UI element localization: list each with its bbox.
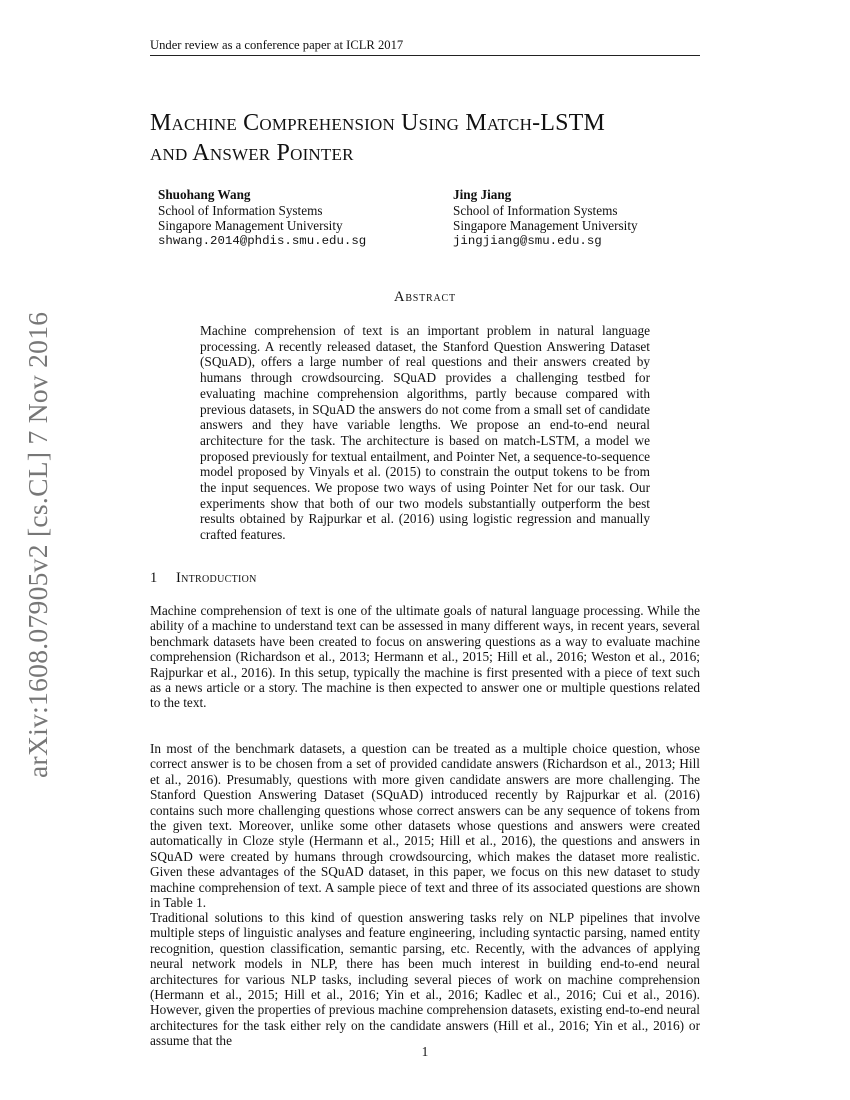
author-block (453, 187, 713, 249)
abstract-heading: Abstract (394, 289, 456, 305)
running-header: Under review as a conference paper at ICLR 2017 (150, 38, 404, 52)
author-email: jingjiang@smu.edu.sg (453, 233, 602, 248)
author-block (158, 187, 438, 249)
section-title: Introduction (176, 570, 257, 586)
author-affiliation: School of Information Systems (158, 202, 323, 218)
body-paragraph: Machine comprehension of text is one of the ultimate goals of natural language processing. While the ability of a machine to understand text can be assessed in many different ways, in recent years, several benchmark datasets have been created to focus on answering questions as a way to evaluate machine comprehension (Richardson et al., 2013; Hermann et al., 2015; Hill et al., 2016; Weston et al., 2016; Rajpurkar et al., 2016). In this setup, typically the machine is first presented with a piece of text such as a news article or a story. The machine is then expected to answer one or multiple questions related to the text. (150, 603, 700, 711)
body-paragraph: Traditional solutions to this kind of question answering tasks rely on NLP pipelines that involve multiple steps of linguistic analyses and feature engineering, including syntactic parsing, named entity recognition, question classification, semantic parsing, etc. Recently, with the advances of applying neural network models in NLP, there has been much interest in building end-to-end neural architectures for various NLP tasks, including several pieces of work on machine comprehension (Hermann et al., 2015; Hill et al., 2016; Yin et al., 2016; Kadlec et al., 2016; Cui et al., 2016). However, given the properties of previous machine comprehension datasets, existing end-to-end neural architectures for the task either rely on the candidate answers (Hill et al., 2016; Yin et al., 2016) or assume that the (150, 910, 700, 1049)
paper-title (150, 108, 710, 168)
author-institution: Singapore Management University (453, 218, 638, 233)
header-rule (150, 55, 700, 56)
arxiv-stamp: arXiv:1608.07905v2 [cs.CL] 7 Nov 2016 (22, 311, 53, 778)
page-number: 1 (421, 1044, 429, 1059)
author-institution: Singapore Management University (158, 218, 343, 233)
author-email: shwang.2014@phdis.smu.edu.sg (158, 233, 367, 248)
author-name: Shuohang Wang (158, 187, 251, 202)
body-paragraph: In most of the benchmark datasets, a question can be treated as a multiple choice question, whose correct answer is to be chosen from a set of provided candidate answers (Richardson et al., 2013; Hill et al., 2016). Presumably, questions with more given candidate answers are more challenging. The Stanford Question Answering Dataset (SQuAD) introduced recently by Rajpurkar et al. (2016) contains such more challenging questions whose correct answers can be any sequence of tokens from the given text. Moreover, unlike some other datasets whose questions and answers were created automatically in Cloze style (Hermann et al., 2015; Hill et al., 2016), the questions and answers in SQuAD were created by humans through crowdsourcing, which makes the dataset more realistic. Given these advantages of the SQuAD dataset, in this paper, we focus on this new dataset to study machine comprehension of text. A sample piece of text and three of its associated questions are shown in Table 1. (150, 741, 700, 911)
title-line-2: and Answer Pointer (150, 140, 354, 166)
section-heading (150, 569, 700, 587)
title-line-1: Machine Comprehension Using Match-LSTM (150, 110, 606, 136)
author-affiliation: School of Information Systems (453, 202, 618, 218)
abstract-text: Machine comprehension of text is an important problem in natural language processing. A recently released dataset, the Stanford Question Answering Dataset (SQuAD), offers a large number of real questions and their answers created by humans through crowdsourcing. SQuAD provides a challenging testbed for evaluating machine comprehension algorithms, partly because compared with previous datasets, in SQuAD the answers do not come from a small set of candidate answers and they have variable lengths. We propose an end-to-end neural architecture for the task. The architecture is based on match-LSTM, a model we proposed previously for textual entailment, and Pointer Net, a sequence-to-sequence model proposed by Vinyals et al. (2015) to constrain the output tokens to be from the input sequences. We propose two ways of using Pointer Net for our task. Our experiments show that both of our two models substantially outperform the best results obtained by Rajpurkar et al. (2016) using logistic regression and manually crafted features. (200, 323, 650, 543)
section-number: 1 (150, 570, 158, 586)
author-name: Jing Jiang (453, 187, 512, 202)
